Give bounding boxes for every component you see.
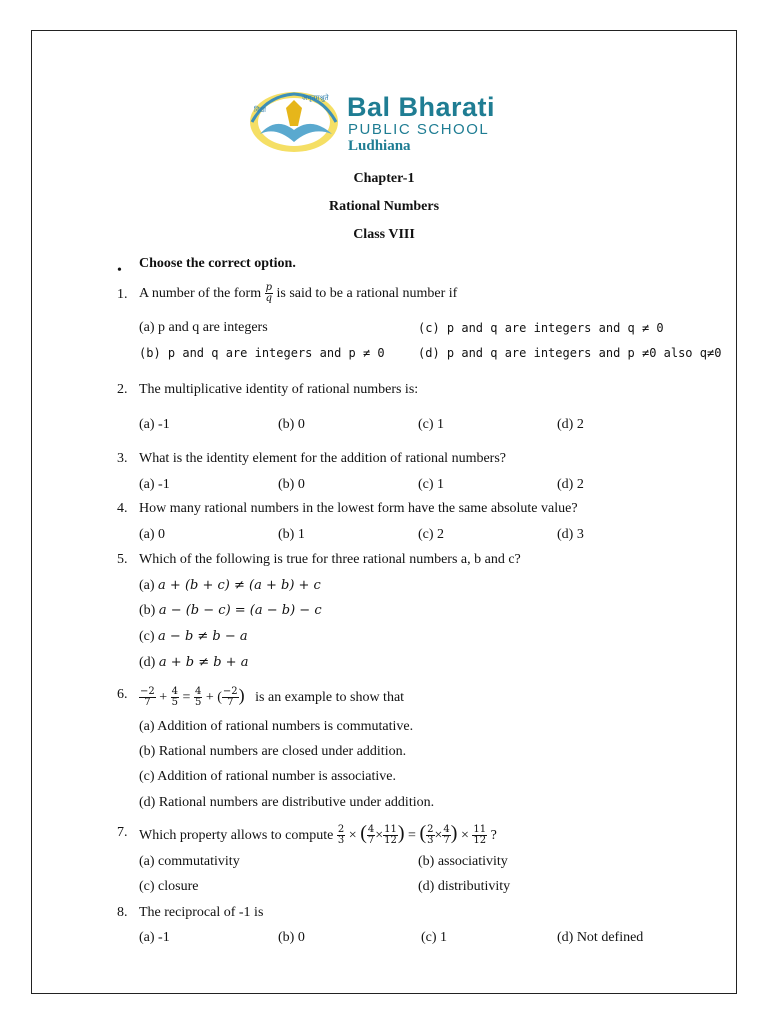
option: (d) p and q are integers and p ≠0 also q≠0 (418, 346, 722, 360)
open-paren: ( (217, 690, 222, 705)
fraction (171, 687, 179, 708)
logo-left-motto: विद्या (254, 106, 266, 114)
option: (c) 1 (418, 477, 445, 492)
fraction-denominator: 7 (443, 835, 450, 847)
fraction-denominator: 12 (473, 835, 487, 847)
close-paren: ) (238, 685, 245, 705)
fraction (222, 687, 239, 708)
question-7-text: Which property allows to compute $\frac{2}{3}$ × ( $\frac{4}{7}$ × $\frac{11}{12}$ ) = ( $\frac{2}{3}$ × $\frac{4}{7}$ ) × $\frac{11}{12}$ ? (139, 822, 497, 847)
fraction (337, 825, 345, 846)
option: (d) distributivity (418, 879, 511, 894)
math-operator: = (408, 828, 416, 843)
option-expression: a − (b − c) = (a − b) − c (158, 603, 322, 618)
option (139, 629, 248, 645)
option: (c) closure (139, 879, 199, 894)
question-number: 2. (117, 382, 128, 397)
question-number: 4. (117, 501, 128, 516)
question-8-text: The reciprocal of -1 is (139, 905, 264, 920)
topic-heading: Rational Numbers (328, 199, 440, 214)
math-operator: = (182, 690, 191, 705)
math-operator: × (375, 828, 384, 843)
option (139, 578, 321, 594)
question-number: 5. (117, 552, 128, 567)
fraction (265, 283, 273, 304)
question-text: A number of the form (139, 286, 262, 301)
fraction-denominator: 7 (144, 697, 151, 709)
option: (c) 2 (418, 527, 445, 542)
fraction-numerator: p (265, 282, 272, 294)
fraction (367, 825, 375, 846)
fraction-denominator: 5 (171, 697, 179, 709)
option: (b) p and q are integers and p ≠ 0 (139, 346, 385, 360)
school-name: Bal Bharati (347, 92, 496, 122)
option-label: (a) (139, 578, 155, 593)
question-text: is said to be a rational number if (276, 286, 458, 301)
option (139, 655, 248, 671)
math-operator: + (205, 690, 214, 705)
school-city: Ludhiana (348, 138, 411, 154)
bullet-icon: • (117, 263, 122, 278)
option: (b) Rational numbers are closed under addition. (139, 744, 407, 759)
fraction-numerator: 4 (443, 824, 450, 836)
question-6-expression (139, 678, 404, 712)
math-operator: × (348, 828, 357, 843)
option-label: (d) (139, 655, 156, 670)
fraction-numerator: 2 (427, 824, 434, 836)
option-expression: a − b ≠ b − a (158, 629, 248, 644)
question-3-text: What is the identity element for the addition of rational numbers? (139, 451, 507, 466)
math-operator: × (434, 828, 443, 843)
question-2-text: The multiplicative identity of rational numbers is: (139, 382, 419, 397)
fraction (383, 825, 398, 846)
option: (a) -1 (139, 930, 170, 945)
math-operator: × (460, 828, 469, 843)
option-expression: a + b ≠ b + a (158, 655, 249, 670)
fraction-numerator: 11 (473, 824, 487, 836)
fraction-denominator: 7 (227, 697, 234, 709)
option-label: (b) (139, 603, 156, 618)
option: (d) 3 (557, 527, 584, 542)
fraction-numerator: 4 (171, 686, 179, 698)
option: (c) Addition of rational number is associative. (139, 769, 396, 784)
question-4-text: How many rational numbers in the lowest form have the same absolute value? (139, 501, 578, 516)
option: (b) 1 (278, 527, 305, 542)
option-label: (c) (139, 629, 155, 644)
question-number: 8. (117, 905, 128, 920)
fraction-denominator: 3 (337, 835, 345, 847)
option: (a) -1 (139, 477, 170, 492)
question-text: ? (490, 828, 497, 843)
option: (a) p and q are integers (139, 320, 268, 335)
fraction-numerator: 4 (194, 686, 202, 698)
fraction (139, 687, 156, 708)
fraction-numerator: −2 (140, 686, 155, 698)
fraction-denominator: q (265, 293, 272, 305)
fraction (442, 825, 450, 846)
option: (d) Not defined (557, 930, 644, 945)
question-number: 1. (117, 287, 128, 302)
fraction (472, 825, 487, 846)
fraction-denominator: 7 (367, 835, 375, 847)
question-1-text (139, 280, 457, 308)
option: (a) Addition of rational numbers is commutative. (139, 719, 414, 734)
fraction-numerator: −2 (222, 686, 238, 698)
question-text: is an example to show that (255, 690, 405, 705)
option: (b) 0 (278, 930, 305, 945)
option: (a) 0 (139, 527, 166, 542)
option: (d) 2 (557, 417, 584, 432)
option: (b) associativity (418, 854, 508, 869)
option: (c) 1 (418, 417, 445, 432)
question-number: 7. (117, 825, 128, 840)
fraction-numerator: 2 (337, 824, 345, 836)
option-expression: a + (b + c) ≠ (a + b) + c (158, 578, 321, 593)
option: (d) Rational numbers are distributive under addition. (139, 795, 435, 810)
option: (b) 0 (278, 417, 305, 432)
option (139, 603, 322, 619)
option: (a) -1 (139, 417, 170, 432)
school-type: PUBLIC SCHOOL (348, 121, 490, 138)
option: (b) 0 (278, 477, 305, 492)
fraction-denominator: 5 (194, 697, 202, 709)
fraction-denominator: 3 (427, 835, 434, 847)
option: (a) commutativity (139, 854, 240, 869)
fraction-numerator: 4 (367, 824, 375, 836)
option: (d) 2 (557, 477, 584, 492)
chapter-heading: Chapter-1 (353, 171, 415, 186)
option: (c) 1 (421, 930, 448, 945)
logo-right-motto: अमृतमश्नुते (302, 94, 329, 102)
question-number: 6. (117, 687, 128, 702)
math-operator: + (159, 690, 168, 705)
question-5-text: Which of the following is true for three rational numbers a, b and c? (139, 552, 521, 567)
option: (c) p and q are integers and q ≠ 0 (418, 321, 664, 335)
question-number: 3. (117, 451, 128, 466)
question-text: Which property allows to compute (139, 828, 334, 843)
fraction (426, 825, 434, 846)
fraction-numerator: 11 (384, 824, 397, 836)
instruction: Choose the correct option. (139, 256, 296, 271)
fraction (194, 687, 202, 708)
class-heading: Class VIII (353, 227, 415, 242)
fraction-denominator: 12 (384, 835, 397, 847)
